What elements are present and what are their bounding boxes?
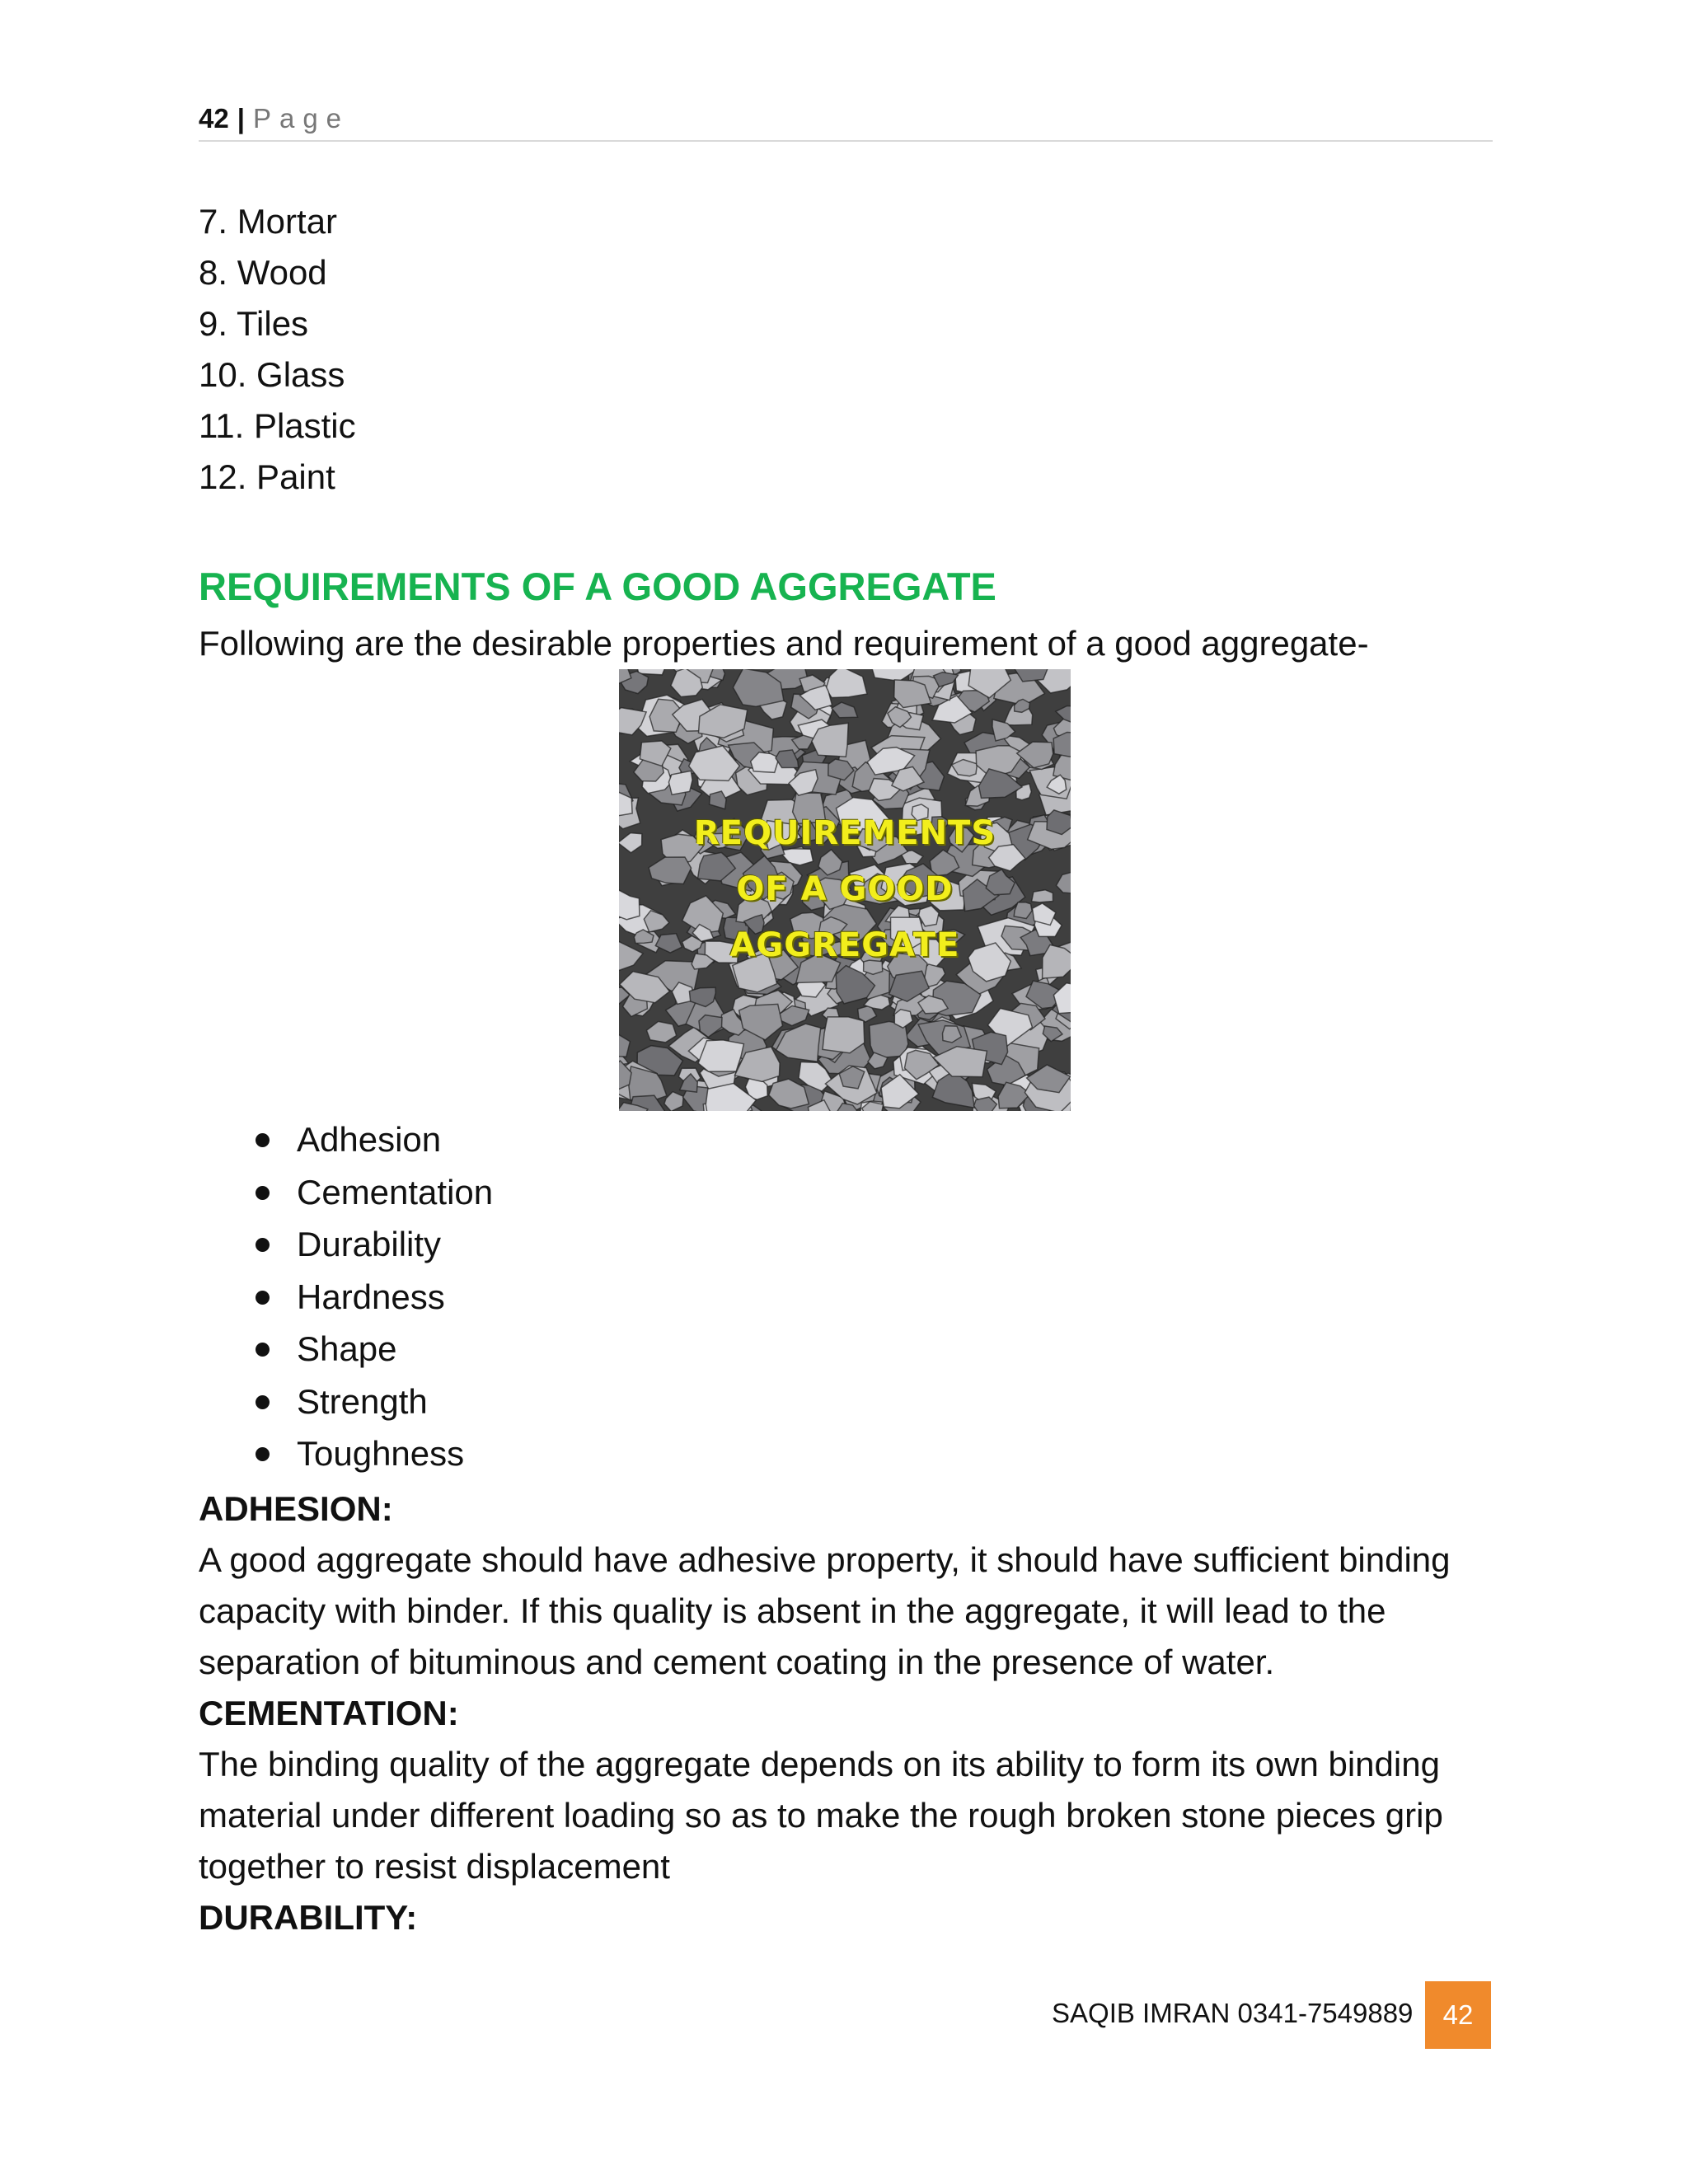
cementation-line: material under different loading so as to make the rough broken stone pieces grip: [199, 1796, 1443, 1835]
cementation-heading: CEMENTATION:: [199, 1694, 459, 1732]
figure-caption: [619, 805, 1071, 973]
figure-caption-line: OF A GOOD: [736, 870, 954, 908]
bullet-text: Durability: [297, 1225, 442, 1263]
adhesion-section: [199, 1483, 1501, 1688]
adhesion-heading: ADHESION:: [199, 1489, 393, 1528]
figure-caption-line: AGGREGATE: [729, 926, 960, 964]
list-item: 10. Glass: [199, 355, 345, 394]
list-item: 12. Paint: [199, 457, 335, 496]
bullet-item: [256, 1218, 493, 1271]
footer-author: SAQIB IMRAN 0341-7549889: [1052, 1998, 1414, 2028]
durability-section: [199, 1892, 1501, 1943]
figure-caption-line: REQUIREMENTS: [693, 814, 996, 852]
list-item: 11. Plastic: [199, 406, 356, 445]
page-header: [199, 97, 1493, 142]
cementation-line: The binding quality of the aggregate depends on its ability to form its own binding: [199, 1745, 1440, 1783]
adhesion-line: capacity with binder. If this quality is absent in the aggregate, it will lead to the: [199, 1591, 1386, 1630]
section-heading: REQUIREMENTS OF A GOOD AGGREGATE: [199, 565, 996, 608]
bullet-item: [256, 1427, 493, 1480]
adhesion-line: A good aggregate should have adhesive property, it should have sufficient binding: [199, 1540, 1451, 1579]
requirements-bullet-list: [256, 1113, 493, 1480]
bullet-text: Cementation: [297, 1172, 494, 1212]
bullet-item: [256, 1323, 493, 1376]
bullet-icon: [256, 1343, 270, 1357]
list-item: 7. Mortar: [199, 202, 338, 241]
bullet-item: [256, 1376, 493, 1428]
bullet-text: Toughness: [297, 1434, 465, 1473]
bullet-icon: [256, 1133, 270, 1147]
list-item: 8. Wood: [199, 253, 327, 292]
list-item: 9. Tiles: [199, 304, 309, 343]
aggregate-figure: [619, 669, 1071, 1111]
bullet-text: Shape: [297, 1329, 397, 1368]
bullet-icon: [256, 1186, 270, 1200]
durability-heading: DURABILITY:: [199, 1898, 418, 1937]
bullet-text: Hardness: [297, 1277, 445, 1316]
header-page-word: Page: [252, 103, 350, 134]
bullet-item: [256, 1113, 493, 1166]
bullet-icon: [256, 1238, 270, 1252]
header-page-number: 42: [199, 103, 229, 134]
header-separator: |: [237, 103, 245, 134]
materials-numbered-list: [199, 196, 356, 503]
cementation-line: together to resist displacement: [199, 1847, 670, 1886]
bullet-text: Strength: [297, 1381, 428, 1421]
bullet-item: [256, 1166, 493, 1219]
cementation-section: [199, 1688, 1501, 1892]
bullet-text: Adhesion: [297, 1120, 442, 1159]
bullet-item: [256, 1271, 493, 1324]
section-intro: Following are the desirable properties and requirement of a good aggregate-: [199, 624, 1369, 663]
bullet-icon: [256, 1447, 270, 1461]
bullet-icon: [256, 1291, 270, 1305]
bullet-icon: [256, 1395, 270, 1409]
adhesion-line: separation of bituminous and cement coating in the presence of water.: [199, 1643, 1275, 1681]
footer-page-badge: 42: [1425, 1981, 1491, 2049]
